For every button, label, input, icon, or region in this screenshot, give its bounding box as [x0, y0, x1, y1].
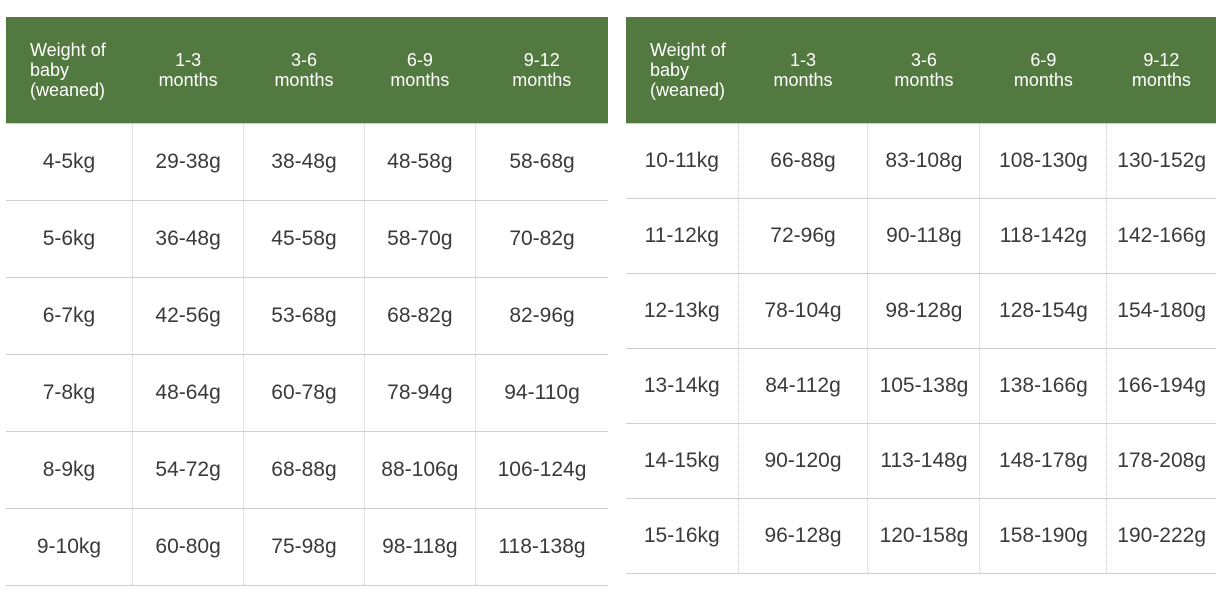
table-cell: 42-56g [132, 278, 243, 355]
table-cell: 75-98g [244, 509, 364, 586]
table-row [626, 424, 1216, 499]
table-cell: 90-120g [738, 424, 868, 499]
table-cell: 166-194g [1107, 349, 1216, 424]
table-cell: 36-48g [132, 201, 243, 278]
table-cell: 68-88g [244, 432, 364, 509]
feeding-table [6, 17, 608, 586]
table-row [6, 201, 608, 278]
table-cell: 60-78g [244, 355, 364, 432]
table-cell: 38-48g [244, 124, 364, 201]
header-age-3: 6-9 months [364, 17, 475, 124]
table-cell: 96-128g [738, 499, 868, 574]
table-cell: 6-7kg [6, 278, 132, 355]
table-cell: 190-222g [1107, 499, 1216, 574]
table-cell: 108-130g [980, 124, 1107, 199]
table-cell: 84-112g [738, 349, 868, 424]
table-cell: 98-118g [364, 509, 475, 586]
table-cell: 58-70g [364, 201, 475, 278]
table-cell: 78-104g [738, 274, 868, 349]
table-row [6, 509, 608, 586]
table-cell: 70-82g [476, 201, 608, 278]
table-cell: 113-148g [868, 424, 980, 499]
table-cell: 13-14kg [626, 349, 738, 424]
table-cell: 142-166g [1107, 199, 1216, 274]
table-cell: 54-72g [132, 432, 243, 509]
table-cell: 29-38g [132, 124, 243, 201]
table-cell: 82-96g [476, 278, 608, 355]
table-row [6, 355, 608, 432]
table-cell: 7-8kg [6, 355, 132, 432]
table-cell: 12-13kg [626, 274, 738, 349]
table-cell: 158-190g [980, 499, 1107, 574]
header-age-1: 1-3 months [132, 17, 243, 124]
table-cell: 53-68g [244, 278, 364, 355]
table-cell: 130-152g [1107, 124, 1216, 199]
table-row [6, 432, 608, 509]
table-row [626, 349, 1216, 424]
table-cell: 78-94g [364, 355, 475, 432]
table-cell: 98-128g [868, 274, 980, 349]
table-cell: 14-15kg [626, 424, 738, 499]
header-age-2: 3-6 months [868, 17, 980, 124]
table-header-row [626, 17, 1216, 124]
table-cell: 4-5kg [6, 124, 132, 201]
table-cell: 88-106g [364, 432, 475, 509]
table-cell: 148-178g [980, 424, 1107, 499]
feeding-table-left [6, 17, 608, 586]
header-age-4: 9-12 months [476, 17, 608, 124]
table-row [6, 278, 608, 355]
header-age-4: 9-12 months [1107, 17, 1216, 124]
table-cell: 128-154g [980, 274, 1107, 349]
table-cell: 58-68g [476, 124, 608, 201]
table-header-row [6, 17, 608, 124]
table-cell: 154-180g [1107, 274, 1216, 349]
table-cell: 45-58g [244, 201, 364, 278]
header-weight: Weight of baby (weaned) [626, 17, 738, 124]
header-weight: Weight of baby (weaned) [6, 17, 132, 124]
table-row [626, 274, 1216, 349]
table-cell: 138-166g [980, 349, 1107, 424]
table-cell: 83-108g [868, 124, 980, 199]
table-cell: 72-96g [738, 199, 868, 274]
table-cell: 66-88g [738, 124, 868, 199]
feeding-table-right [626, 17, 1216, 574]
table-cell: 8-9kg [6, 432, 132, 509]
table-cell: 10-11kg [626, 124, 738, 199]
table-cell: 11-12kg [626, 199, 738, 274]
table-row [6, 124, 608, 201]
table-row [626, 499, 1216, 574]
table-cell: 120-158g [868, 499, 980, 574]
table-cell: 48-64g [132, 355, 243, 432]
table-cell: 178-208g [1107, 424, 1216, 499]
table-cell: 15-16kg [626, 499, 738, 574]
header-age-3: 6-9 months [980, 17, 1107, 124]
table-cell: 118-142g [980, 199, 1107, 274]
header-age-1: 1-3 months [738, 17, 868, 124]
table-cell: 68-82g [364, 278, 475, 355]
table-cell: 94-110g [476, 355, 608, 432]
table-row [626, 199, 1216, 274]
table-cell: 48-58g [364, 124, 475, 201]
table-cell: 5-6kg [6, 201, 132, 278]
table-cell: 90-118g [868, 199, 980, 274]
table-cell: 60-80g [132, 509, 243, 586]
table-row [626, 124, 1216, 199]
feeding-table [626, 17, 1216, 574]
table-cell: 106-124g [476, 432, 608, 509]
table-cell: 105-138g [868, 349, 980, 424]
table-cell: 9-10kg [6, 509, 132, 586]
table-cell: 118-138g [476, 509, 608, 586]
header-age-2: 3-6 months [244, 17, 364, 124]
